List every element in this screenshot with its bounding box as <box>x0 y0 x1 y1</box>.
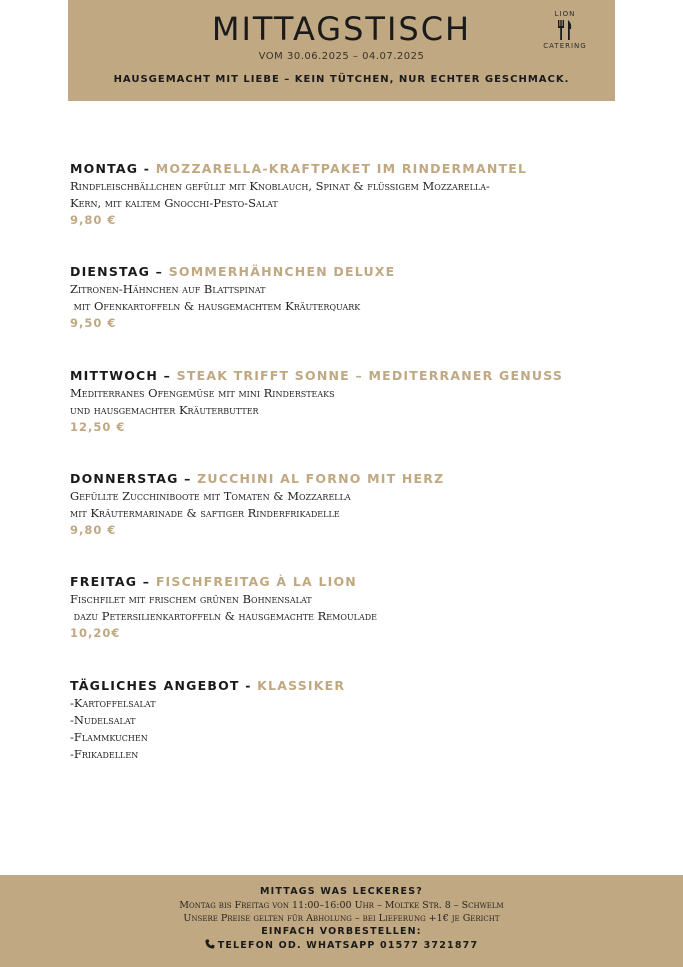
menu-day-thursday <box>70 470 630 539</box>
day-name: MONTAG <box>70 161 139 176</box>
day-heading <box>70 677 630 695</box>
day-separator: – <box>158 368 177 383</box>
offer-item: -Flammkuchen <box>70 730 148 744</box>
dish-description-line: und hausgemachter Kräuterbutter <box>70 403 259 417</box>
price-note: Unsere Preise gelten für Abholung – bei Lieferung +1€ je Gericht <box>183 913 500 924</box>
dish-description-line: mit Kräutermarinade & saftiger Rinderfrikadelle <box>70 506 340 520</box>
day-separator: - <box>138 161 156 176</box>
footer-banner <box>0 875 683 967</box>
dish-description-line: Zitronen-Hähnchen auf Blattspinat <box>70 282 266 296</box>
dish-description-line: mit Ofenkartoffeln & hausgemachtem Kräuterquark <box>70 299 361 313</box>
dish-title: KLASSIKER <box>257 678 346 693</box>
day-name: DIENSTAG <box>70 264 151 279</box>
dish-title: SOMMERHÄHNCHEN DELUXE <box>168 264 396 279</box>
day-heading <box>70 263 630 281</box>
dish-description-line: Rindfleischbällchen gefüllt mit Knoblauch, Spinat & flüssigem Mozzarella- <box>70 179 490 193</box>
dish-description-line: Fischfilet mit frischem grünen Bohnensalat <box>70 592 312 606</box>
offer-item: -Nudelsalat <box>70 713 136 727</box>
dish-title: MOZZARELLA-KRAFTPAKET IM RINDERMANTEL <box>155 161 528 176</box>
day-name: DONNERSTAG <box>70 471 179 486</box>
phone-icon <box>205 939 215 949</box>
menu-day-tuesday <box>70 263 630 332</box>
day-heading <box>70 367 630 385</box>
dish-price: 9,80 € <box>70 213 117 227</box>
dish-title: FISCHFREITAG À LA LION <box>155 574 357 589</box>
dish-price: 9,80 € <box>70 523 117 537</box>
day-heading <box>70 470 630 488</box>
offer-item: -Frikadellen <box>70 747 139 761</box>
date-range: VOM 30.06.2025 – 04.07.2025 <box>258 51 425 62</box>
logo-top-text: LION <box>554 10 576 18</box>
menu-day-wednesday <box>70 367 630 436</box>
dish-price: 10,20€ <box>70 626 121 640</box>
dish-price: 12,50 € <box>70 420 126 434</box>
tagline: HAUSGEMACHT MIT LIEBE – KEIN TÜTCHEN, NUR ECHTER GESCHMACK. <box>113 74 570 85</box>
menu-day-friday <box>70 573 630 642</box>
day-name: FREITAG <box>70 574 138 589</box>
day-separator: – <box>178 471 198 486</box>
day-separator: – <box>150 264 169 279</box>
dish-price: 9,50 € <box>70 316 117 330</box>
day-name: MITTWOCH <box>70 368 159 383</box>
dish-description-line: Mediterranes Ofengemüse mit mini Rindersteaks <box>70 386 335 400</box>
phone-number[interactable]: TELEFON OD. WHATSAPP 01577 3721877 <box>217 940 479 951</box>
menu-daily-offer <box>70 677 630 763</box>
day-separator: - <box>239 678 258 693</box>
lion-catering-logo <box>540 10 590 54</box>
header-banner <box>68 0 615 101</box>
offer-item: -Kartoffelsalat <box>70 696 156 710</box>
contact-line <box>0 939 683 953</box>
dish-description-line: Gefüllte Zucchiniboote mit Tomaten & Mozzarella <box>70 489 351 503</box>
footer-heading: MITTAGS WAS LECKERES? <box>259 886 423 897</box>
day-heading <box>70 573 630 591</box>
day-heading <box>70 160 630 178</box>
dish-description-line: dazu Petersilienkartoffeln & hausgemachte Remoulade <box>70 609 377 623</box>
cutlery-icon <box>556 20 574 40</box>
dish-title: STEAK TRIFFT SONNE – MEDITERRANER GENUSS <box>176 368 564 383</box>
day-separator: – <box>137 574 156 589</box>
opening-hours: Montag bis Freitag von 11:00–16:00 Uhr – Moltke Str. 8 – Schwelm <box>179 900 504 911</box>
day-name: TÄGLICHES ANGEBOT <box>70 678 240 693</box>
dish-title: ZUCCHINI AL FORNO MIT HERZ <box>197 471 445 486</box>
dish-description-line: Kern, mit kaltem Gnocchi-Pesto-Salat <box>70 196 278 210</box>
logo-bottom-text: CATERING <box>543 42 587 50</box>
preorder-heading: EINFACH VORBESTELLEN: <box>261 926 422 937</box>
menu-day-monday <box>70 160 630 229</box>
page-title: MITTAGSTISCH <box>211 10 472 48</box>
